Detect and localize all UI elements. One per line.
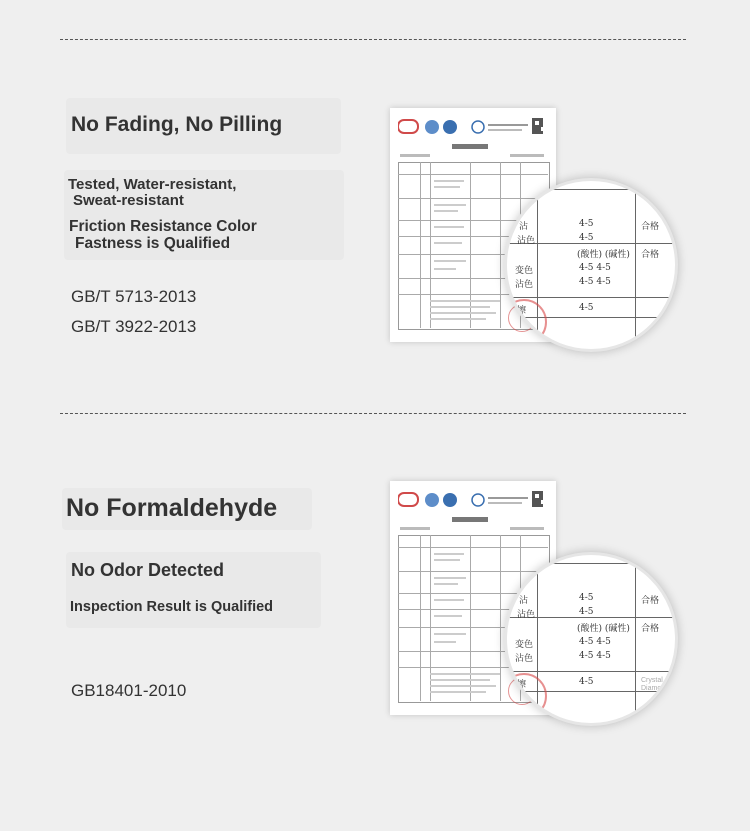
magnified-result: 合格 — [641, 624, 660, 634]
magnified-value: 4-5 4-5 — [579, 637, 611, 647]
magnified-value: 4-5 — [579, 233, 594, 243]
magnifier-zoom — [504, 178, 678, 352]
certification-logos-icon — [398, 491, 543, 509]
standard-code: GB/T 5713-2013 — [71, 287, 197, 306]
magnified-value: (酸性) (碱性) — [577, 250, 630, 260]
magnified-value: (酸性) (碱性) — [577, 624, 630, 634]
magnified-result: 合格 — [641, 250, 660, 260]
magnified-label: 沾 — [519, 222, 529, 232]
feature-line: Tested, Water-resistant, — [68, 176, 237, 193]
feature-line: Fastness is Qualified — [75, 235, 231, 252]
feature-line: No Odor Detected — [71, 560, 225, 580]
standard-code: GB/T 3922-2013 — [71, 317, 197, 336]
top-divider — [60, 39, 686, 40]
report-title — [452, 517, 488, 522]
magnified-label: 变色 — [515, 266, 534, 276]
magnified-label: 变色 — [515, 640, 534, 650]
magnified-label: 沾 — [519, 596, 529, 606]
magnified-label: 沾色 — [517, 610, 536, 620]
magnified-value: 4-5 — [579, 677, 594, 687]
magnified-value: 4-5 — [579, 303, 594, 313]
magnified-value: 4-5 4-5 — [579, 277, 611, 287]
feature-line: Inspection Result is Qualified — [70, 599, 274, 615]
magnified-label: 擦 — [517, 680, 527, 690]
certification-logos-icon — [398, 118, 543, 136]
magnified-label: 沾色 — [515, 654, 534, 664]
magnified-result: 合格 — [641, 596, 660, 606]
magnified-result: 合格 — [641, 222, 660, 232]
standard-code: GB18401-2010 — [71, 681, 187, 700]
watermark-text: Diamond — [641, 685, 670, 692]
magnified-value: 4-5 — [579, 219, 594, 229]
report-title — [452, 144, 488, 149]
watermark-text: Crystal — [641, 677, 663, 684]
magnified-value: 4-5 4-5 — [579, 651, 611, 661]
magnified-label: 沾色 — [517, 236, 536, 246]
feature-line: Sweat-resistant — [73, 192, 184, 209]
middle-divider — [60, 413, 686, 414]
magnified-value: 4-5 4-5 — [579, 263, 611, 273]
feature-line: Friction Resistance Color — [69, 218, 257, 235]
section-title: No Fading, No Pilling — [71, 113, 283, 136]
magnified-label: 沾色 — [515, 280, 534, 290]
magnified-value: 4-5 — [579, 593, 594, 603]
magnifier-zoom — [504, 552, 678, 726]
magnified-label: 擦 — [517, 306, 527, 316]
magnified-value: 4-5 — [579, 607, 594, 617]
section-title: No Formaldehyde — [66, 494, 278, 522]
